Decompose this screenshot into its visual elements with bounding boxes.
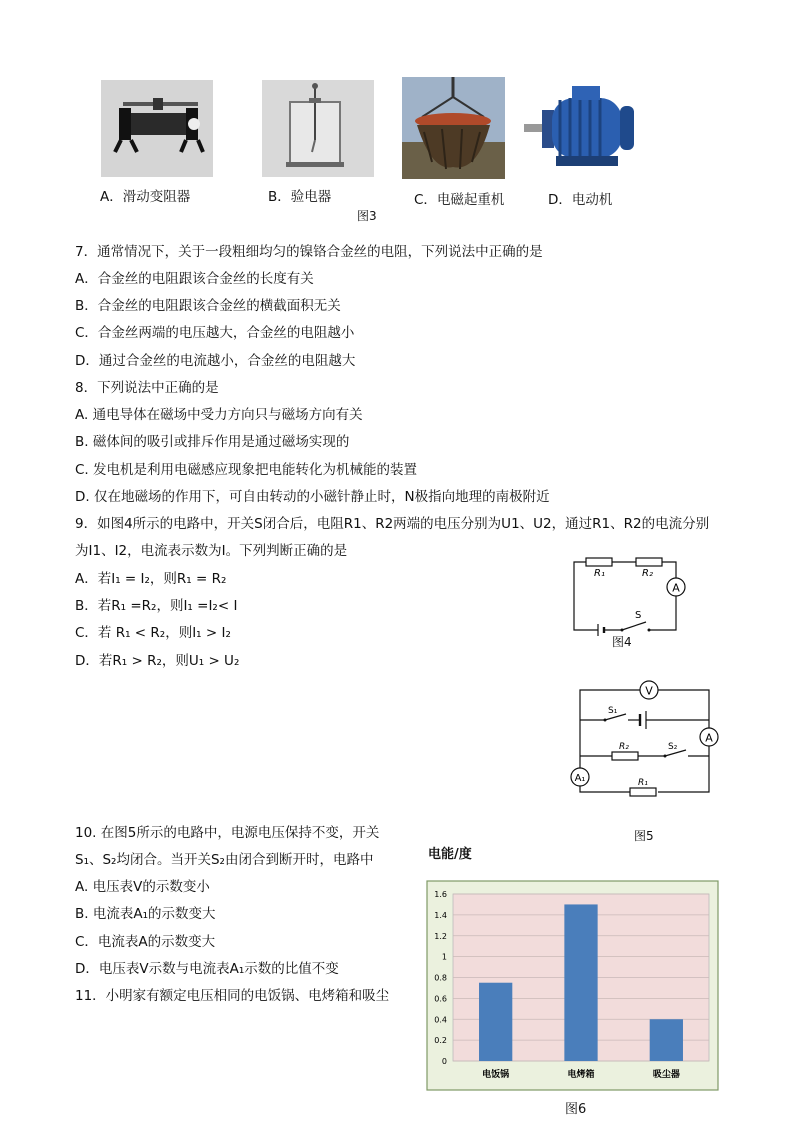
svg-text:S: S xyxy=(635,610,642,621)
q10-option-c: C．电流表A的示数变大 xyxy=(75,934,216,950)
q10-stem-line1: 10. 在图5所示的电路中，电源电压保持不变，开关 xyxy=(75,825,380,841)
q7-option-d: D．通过合金丝的电流越小，合金丝的电阻越大 xyxy=(75,353,356,369)
q8-option-d: D. 仅在地磁场的作用下，可自由转动的小磁针静止时，N极指向地理的南极附近 xyxy=(75,489,550,505)
option-a-caption: A．滑动变阻器 xyxy=(100,189,191,205)
energy-bar-chart xyxy=(426,880,719,1091)
q7-option-b: B．合金丝的电阻跟该合金丝的横截面积无关 xyxy=(75,298,341,314)
q9-option-b: B．若R₁ =R₂，则I₁ =I₂< I xyxy=(75,598,238,614)
bar-2 xyxy=(650,1019,683,1061)
y-tick-label: 0.6 xyxy=(434,994,447,1004)
option-c-caption: C．电磁起重机 xyxy=(414,192,505,208)
svg-text:R₂: R₂ xyxy=(642,568,653,579)
figure-3-caption: 图3 xyxy=(357,209,377,223)
q7-option-c: C．合金丝两端的电压越大，合金丝的电阻越小 xyxy=(75,325,355,341)
q8-stem: 8．下列说法中正确的是 xyxy=(75,380,219,396)
bar-1 xyxy=(564,904,597,1061)
rheostat-image xyxy=(101,80,213,177)
electric-motor-image xyxy=(524,80,642,176)
bar-0 xyxy=(479,983,512,1061)
q10-option-d: D．电压表V示数与电流表A₁示数的比值不变 xyxy=(75,961,339,977)
option-d-caption: D．电动机 xyxy=(548,192,613,208)
q8-option-a: A. 通电导体在磁场中受力方向只与磁场方向有关 xyxy=(75,407,363,423)
electromagnetic-crane-image xyxy=(402,77,505,179)
chart-title: 电能/度 xyxy=(428,847,472,862)
q9-option-a: A．若I₁ = I₂，则R₁ = R₂ xyxy=(75,571,227,587)
y-tick-label: 0.2 xyxy=(434,1036,447,1046)
x-category-label: 电饭锅 xyxy=(482,1070,510,1080)
figure-6-caption: 图6 xyxy=(565,1102,587,1117)
figure-5-caption: 图5 xyxy=(634,829,654,843)
q9-stem-line1: 9．如图4所示的电路中，开关S闭合后，电阻R1、R2两端的电压分别为U1、U2，通过R1、R2的电流分别 xyxy=(75,516,710,532)
svg-text:S₁: S₁ xyxy=(608,706,618,716)
q8-option-b: B. 磁体间的吸引或排斥作用是通过磁场实现的 xyxy=(75,434,350,450)
q9-stem-line2: 为I1、I2，电流表示数为I。下列判断正确的是 xyxy=(75,543,348,559)
electroscope-image xyxy=(262,80,374,177)
svg-text:A: A xyxy=(705,731,713,745)
q10-option-a: A. 电压表V的示数变小 xyxy=(75,879,210,895)
figure-5-circuit xyxy=(568,680,728,805)
option-b-caption: B．验电器 xyxy=(268,189,332,205)
q8-option-c: C. 发电机是利用电磁感应现象把电能转化为机械能的装置 xyxy=(75,462,418,478)
svg-text:R₂: R₂ xyxy=(619,742,629,752)
y-tick-label: 1 xyxy=(441,952,447,962)
svg-text:A₁: A₁ xyxy=(574,773,586,784)
y-tick-label: 0.8 xyxy=(434,973,447,983)
x-category-label: 吸尘器 xyxy=(652,1070,680,1080)
y-tick-label: 0.4 xyxy=(434,1015,447,1025)
svg-text:S₂: S₂ xyxy=(668,742,678,752)
q11-stem-line1: 11．小明家有额定电压相同的电饭锅、电烤箱和吸尘 xyxy=(75,988,390,1004)
q9-option-c: C．若 R₁ < R₂，则I₁ > I₂ xyxy=(75,625,231,641)
y-tick-label: 1.6 xyxy=(434,890,447,899)
q7-option-a: A．合金丝的电阻跟该合金丝的长度有关 xyxy=(75,271,314,287)
q9-option-d: D．若R₁ > R₂，则U₁ > U₂ xyxy=(75,653,240,669)
svg-text:R₁: R₁ xyxy=(594,568,605,579)
svg-text:A: A xyxy=(672,581,680,595)
svg-text:V: V xyxy=(645,684,653,698)
q7-stem: 7．通常情况下，关于一段粗细均匀的镍铬合金丝的电阻，下列说法中正确的是 xyxy=(75,244,543,260)
y-tick-label: 1.2 xyxy=(434,931,447,941)
switch-icon xyxy=(622,622,646,630)
y-tick-label: 0 xyxy=(441,1057,447,1066)
q10-option-b: B. 电流表A₁的示数变大 xyxy=(75,906,216,922)
figure-4-caption: 图4 xyxy=(612,635,632,649)
svg-text:R₁: R₁ xyxy=(638,778,648,788)
q10-stem-line2: S₁、S₂均闭合。当开关S₂由闭合到断开时，电路中 xyxy=(75,852,374,868)
x-category-label: 电烤箱 xyxy=(567,1070,595,1080)
y-tick-label: 1.4 xyxy=(434,910,447,920)
